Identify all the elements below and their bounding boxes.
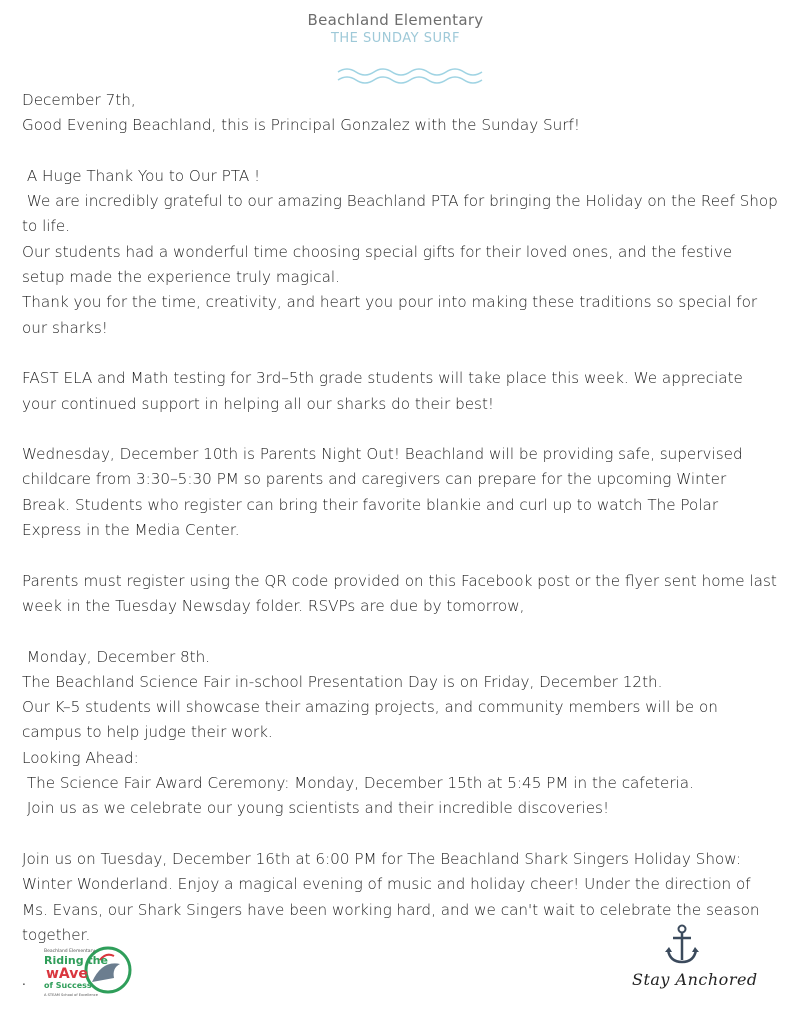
logo-small-text: Beachland Elementary: [44, 949, 95, 954]
logo-line3: of Success: [44, 981, 92, 990]
paragraph-gap: [22, 822, 778, 847]
anchor-icon: [664, 924, 700, 966]
paragraph: Wednesday, December 10th is Parents Night Out! Beachland will be providing safe, supervised childcare from 3:30–5:30 PM so parents and caregivers can prepare for the upcoming Winter Break. Students who register can bring their favorite blankie and curl up to watch The Polar Express in the Media Center.: [22, 445, 748, 540]
paragraph: Monday, December 8th.: [22, 647, 211, 666]
riding-the-wave-logo: [40, 942, 132, 1000]
paragraph-gap: [22, 139, 778, 164]
paragraph: Thank you for the time, creativity, and heart you pour into making these traditions so special for our sharks!: [22, 293, 762, 337]
paragraph: FAST ELA and Math testing for 3rd–5th grade students will take place this week. We appreciate your continued support in helping all our sharks do their best!: [22, 369, 748, 413]
newsletter-header: [0, 10, 791, 48]
paragraph-gap: [22, 543, 778, 568]
paragraph-gap: [22, 341, 778, 366]
paragraph: The Beachland Science Fair in-school Presentation Day is on Friday, December 12th.: [22, 672, 663, 691]
paragraph: Our students had a wonderful time choosing special gifts for their loved ones, and the festive setup made the experience truly magical.: [22, 242, 738, 287]
paragraph: Join us on Tuesday, December 16th at 6:00 PM for The Beachland Shark Singers Holiday Show: Winter Wonderland. Enjoy a magical evening of music and holiday cheer! Under the direction of Ms. Evans, our Shark Singers have been working hard, and we can't wait to celebrate the season together.: [22, 849, 765, 944]
paragraph-gap: [22, 619, 778, 644]
paragraph: Looking Ahead:: [22, 748, 139, 767]
paragraph: The Science Fair Award Ceremony: Monday, December 15th at 5:45 PM in the cafeteria.: [22, 774, 694, 793]
paragraph: Parents must register using the QR code provided on this Facebook post or the flyer sent home last week in the Tuesday Newsday folder. RSVPs are due by tomorrow,: [22, 571, 782, 615]
paragraph: December 7th,: [22, 91, 136, 109]
waves-icon: [336, 66, 492, 88]
paragraph-gap: [22, 417, 778, 442]
newsletter-body: [22, 88, 783, 948]
logo-line1: Riding the: [44, 954, 108, 967]
newsletter-title: THE SUNDAY SURF: [330, 31, 461, 46]
paragraph: Our K–5 students will showcase their amazing projects, and community members will be on campus to help judge their work.: [22, 698, 723, 742]
signoff-text: Stay Anchored: [632, 970, 758, 989]
logo-line2: wAve: [46, 966, 88, 982]
paragraph: We are incredibly grateful to our amazing Beachland PTA for bringing the Holiday on the Reef Shop to life.: [22, 192, 783, 236]
footer-dot: .: [22, 974, 26, 988]
paragraph: Join us as we celebrate our young scientists and their incredible discoveries!: [22, 799, 610, 818]
paragraph: Good Evening Beachland, this is Principal Gonzalez with the Sunday Surf!: [22, 116, 580, 135]
logo-tagline: A STEAM School of Excellence: [44, 993, 98, 997]
paragraph: A Huge Thank You to Our PTA !: [22, 166, 261, 185]
school-name: Beachland Elementary: [307, 11, 484, 29]
